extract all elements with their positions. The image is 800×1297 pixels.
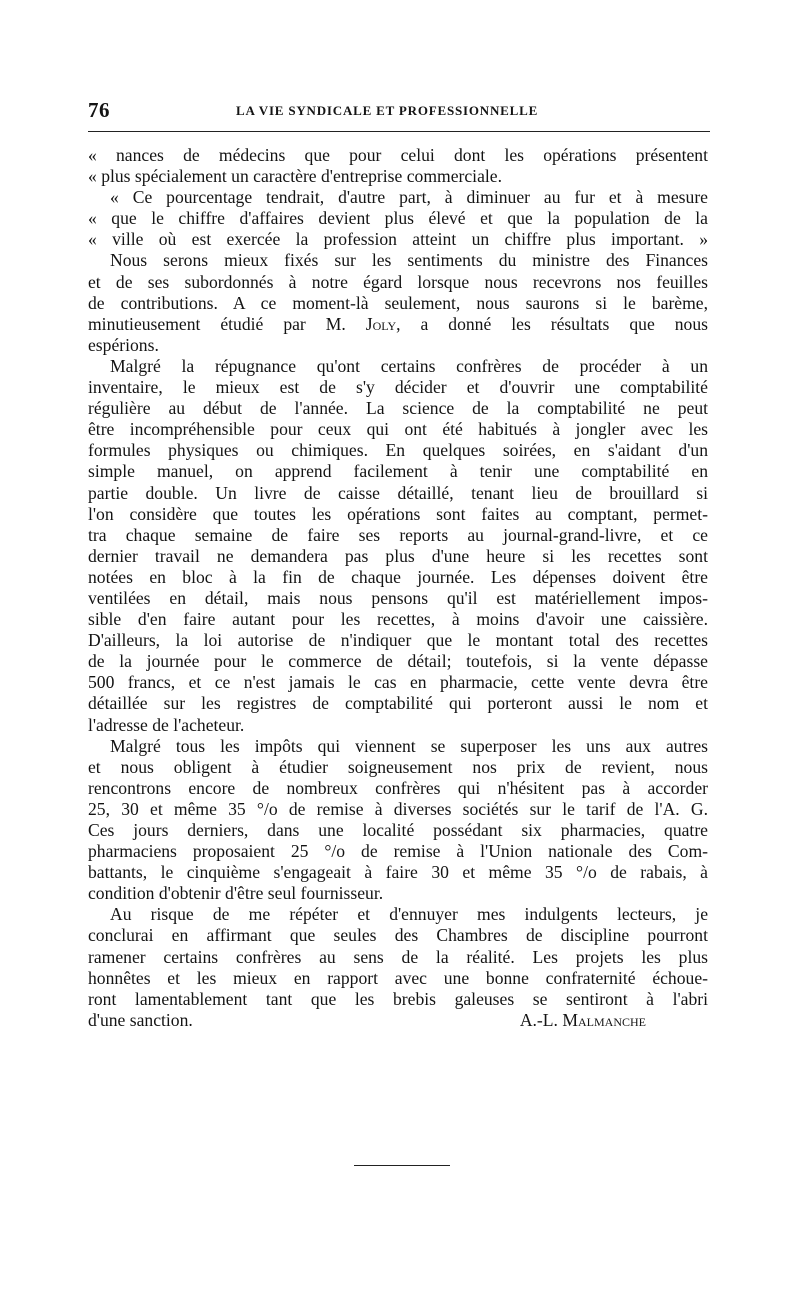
- page-header: [88, 98, 710, 124]
- header-rule: [88, 131, 710, 132]
- page-number: 76: [88, 98, 110, 122]
- text-line: « plus spécialement un caractère d'entreprise commerciale.: [88, 166, 502, 187]
- text-line: « Ce pourcentage tendrait, d'autre part, à diminuer au fur et à mesure: [110, 187, 708, 208]
- text-line: Malgré la répugnance qu'ont certains confrères de procéder à un: [110, 355, 708, 376]
- text-line: être incompréhensible pour ceux qui ont été habitués à jongler avec les: [88, 419, 708, 440]
- text-line: régulière au début de l'année. La science de la comptabilité ne peut: [88, 398, 708, 419]
- text-line: honnêtes et les mieux en rapport avec une bonne confraternité échoue-: [88, 967, 708, 988]
- text-line: partie double. Un livre de caisse détaillé, tenant lieu de brouillard si: [88, 482, 708, 503]
- text-line: inventaire, le mieux est de s'y décider et d'ouvrir une comptabilité: [88, 377, 708, 398]
- text-line: formules physiques ou chimiques. En quelques soirées, en s'aidant d'un: [88, 440, 708, 461]
- text-line: minutieusement étudié par M. Joly, a donné les résultats que nous: [88, 313, 708, 334]
- article-body: [88, 145, 708, 1031]
- text-line: Au risque de me répéter et d'ennuyer mes indulgents lecteurs, je: [110, 904, 708, 925]
- text-line: 500 francs, et ce n'est jamais le cas en pharmacie, cette vente devra être: [88, 672, 708, 693]
- text-line: espérions.: [88, 334, 159, 355]
- text-line: notées en bloc à la fin de chaque journée. Les dépenses doivent être: [88, 566, 708, 587]
- text-line: ramener certains confrères au sens de la réalité. Les projets les plus: [88, 946, 708, 967]
- text-line: dernier travail ne demandera pas plus d'une heure si les recettes sont: [88, 545, 708, 566]
- text-line: l'adresse de l'acheteur.: [88, 714, 245, 735]
- text-line: « nances de médecins que pour celui dont les opérations présentent: [88, 145, 708, 165]
- text-line: Nous serons mieux fixés sur les sentiments du ministre des Finances: [110, 250, 708, 271]
- running-title: LA VIE SYNDICALE ET PROFESSIONNELLE: [236, 103, 539, 118]
- text-line: de la journée pour le commerce de détail; toutefois, si la vente dépasse: [88, 651, 708, 672]
- text-line: simple manuel, on apprend facilement à tenir une comptabilité en: [88, 461, 708, 482]
- text-line: tra chaque semaine de faire ses reports au journal-grand-livre, et ce: [88, 524, 708, 545]
- text-line: « que le chiffre d'affaires devient plus élevé et que la population de la: [88, 208, 708, 229]
- text-line: conclurai en affirmant que seules des Chambres de discipline pourront: [88, 925, 708, 946]
- author-signature: A.-L. Malmanche: [519, 1009, 646, 1030]
- text-line: détaillée sur les registres de comptabilité qui porteront aussi le nom et: [88, 693, 708, 714]
- text-line: D'ailleurs, la loi autorise de n'indiquer que le montant total des recettes: [88, 630, 708, 651]
- text-line: d'une sanction.: [88, 1009, 193, 1030]
- text-line: de contributions. A ce moment-là seulement, nous saurons si le barème,: [88, 292, 708, 313]
- text-line: 25, 30 et même 35 °/o de remise à diverses sociétés sur le tarif de l'A. G.: [88, 798, 708, 819]
- text-line: Ces jours derniers, dans une localité possédant six pharmacies, quatre: [88, 820, 708, 840]
- text-line: rencontrons encore de nombreux confrères qui n'hésitent pas à accorder: [88, 777, 708, 798]
- text-line: Malgré tous les impôts qui viennent se superposer les uns aux autres: [110, 735, 708, 756]
- text-line: condition d'obtenir d'être seul fournisseur.: [88, 883, 384, 904]
- text-line: l'on considère que toutes les opérations sont faites au comptant, permet-: [88, 503, 708, 524]
- text-line: et nous obligent à étudier soigneusement nos prix de revient, nous: [88, 756, 708, 777]
- text-line: sible d'en faire autant pour les recettes, à moins d'avoir une caissière.: [88, 609, 708, 630]
- text-line: ventilées en détail, mais nous pensons qu'il est matériellement impos-: [88, 587, 708, 608]
- end-rule: [354, 1165, 450, 1166]
- text-line: ront lamentablement tant que les brebis galeuses se sentiront à l'abri: [88, 988, 708, 1009]
- text-line: « ville où est exercée la profession atteint un chiffre plus important. »: [88, 229, 708, 250]
- text-line: battants, le cinquième s'engageait à faire 30 et même 35 °/o de rabais, à: [88, 862, 708, 883]
- text-line: et de ses subordonnés à notre égard lorsque nous recevrons nos feuilles: [88, 271, 708, 292]
- closing-line: [88, 1010, 708, 1031]
- text-line: pharmaciens proposaient 25 °/o de remise à l'Union nationale des Com-: [88, 841, 708, 862]
